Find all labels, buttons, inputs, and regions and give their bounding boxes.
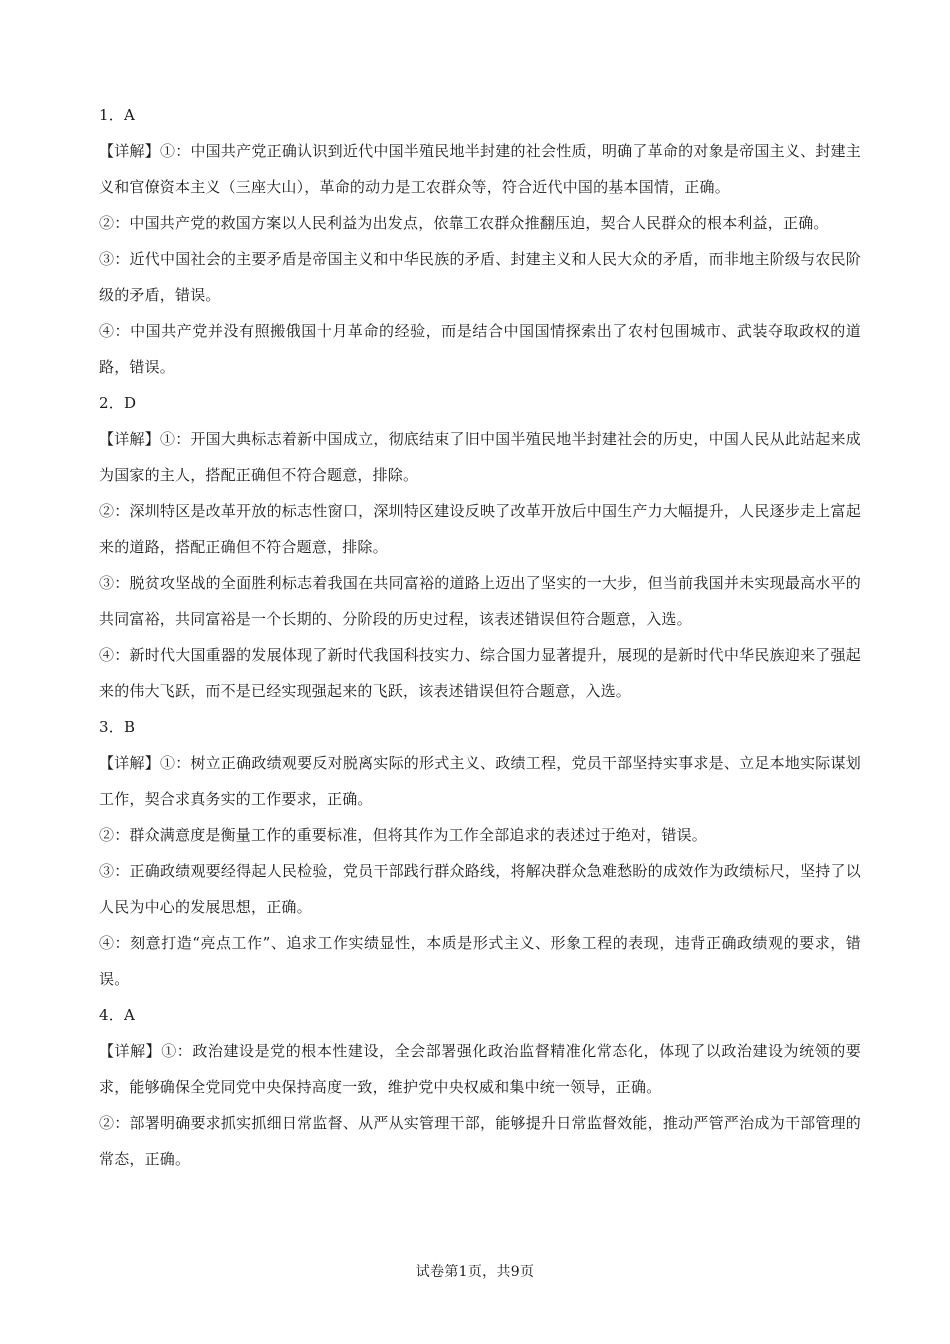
- explanation-paragraph: 【详解】①：树立正确政绩观要反对脱离实际的形式主义、政绩工程，党员干部坚持实事求是、立足本地实际谋划工作，契合求真务实的工作要求，正确。: [99, 754, 861, 808]
- explanation-paragraph: ③：近代中国社会的主要矛盾是帝国主义和中华民族的矛盾、封建主义和人民大众的矛盾，而非地主阶级与农民阶级的矛盾，错误。: [99, 250, 861, 304]
- question-block-4: [99, 997, 861, 1177]
- question-block-3: [99, 709, 861, 997]
- answer-number: 4．A: [99, 1006, 135, 1024]
- page-footer: 试卷第1页，共9页: [415, 1264, 535, 1280]
- explanation-paragraph: ②：深圳特区是改革开放的标志性窗口，深圳特区建设反映了改革开放后中国生产力大幅提升，人民逐步走上富起来的道路，搭配正确但不符合题意，排除。: [99, 502, 861, 556]
- explanation-paragraph: ②：群众满意度是衡量工作的重要标准，但将其作为工作全部追求的表述过于绝对，错误。: [99, 826, 708, 844]
- question-block-1: [99, 97, 861, 385]
- question-block-2: [99, 385, 861, 709]
- explanation-paragraph: ③：脱贫攻坚战的全面胜利标志着我国在共同富裕的道路上迈出了坚实的一大步，但当前我国并未实现最高水平的共同富裕，共同富裕是一个长期的、分阶段的历史过程，该表述错误但符合题意，入选。: [99, 574, 861, 628]
- explanation-paragraph: ④：刻意打造“亮点工作”、追求工作实绩显性，本质是形式主义、形象工程的表现，违背正确政绩观的要求，错误。: [99, 934, 861, 988]
- explanation-paragraph: 【详解】①：政治建设是党的根本性建设，全会部署强化政治监督精准化常态化，体现了以政治建设为统领的要求，能够确保全党同党中央保持高度一致，维护党中央权威和集中统一领导，正确。: [99, 1042, 861, 1096]
- explanation-paragraph: ④：新时代大国重器的发展体现了新时代我国科技实力、综合国力显著提升，展现的是新时代中华民族迎来了强起来的伟大飞跃，而不是已经实现强起来的飞跃，该表述错误但符合题意，入选。: [99, 646, 861, 700]
- explanation-paragraph: 【详解】①：开国大典标志着新中国成立，彻底结束了旧中国半殖民地半封建社会的历史，中国人民从此站起来成为国家的主人，搭配正确但不符合题意，排除。: [99, 430, 861, 484]
- explanation-paragraph: ③：正确政绩观要经得起人民检验，党员干部践行群众路线，将解决群众急难愁盼的成效作为政绩标尺，坚持了以人民为中心的发展思想，正确。: [99, 862, 861, 916]
- explanation-paragraph: ④：中国共产党并没有照搬俄国十月革命的经验，而是结合中国国情探索出了农村包围城市、武装夺取政权的道路，错误。: [99, 322, 861, 376]
- answer-number: 1．A: [99, 106, 135, 124]
- explanation-paragraph: ②：中国共产党的救国方案以人民利益为出发点，依靠工农群众推翻压迫，契合人民群众的根本利益，正确。: [99, 214, 829, 232]
- answer-number: 3．B: [99, 718, 136, 736]
- answer-number: 2．D: [99, 394, 137, 412]
- answer-key-body: [99, 97, 861, 1177]
- explanation-paragraph: ②：部署明确要求抓实抓细日常监督、从严从实管理干部，能够提升日常监督效能，推动严管严治成为干部管理的常态，正确。: [99, 1114, 861, 1168]
- explanation-paragraph: 【详解】①：中国共产党正确认识到近代中国半殖民地半封建的社会性质，明确了革命的对象是帝国主义、封建主义和官僚资本主义（三座大山），革命的动力是工农群众等，符合近代中国的基本国情，正确。: [99, 142, 861, 196]
